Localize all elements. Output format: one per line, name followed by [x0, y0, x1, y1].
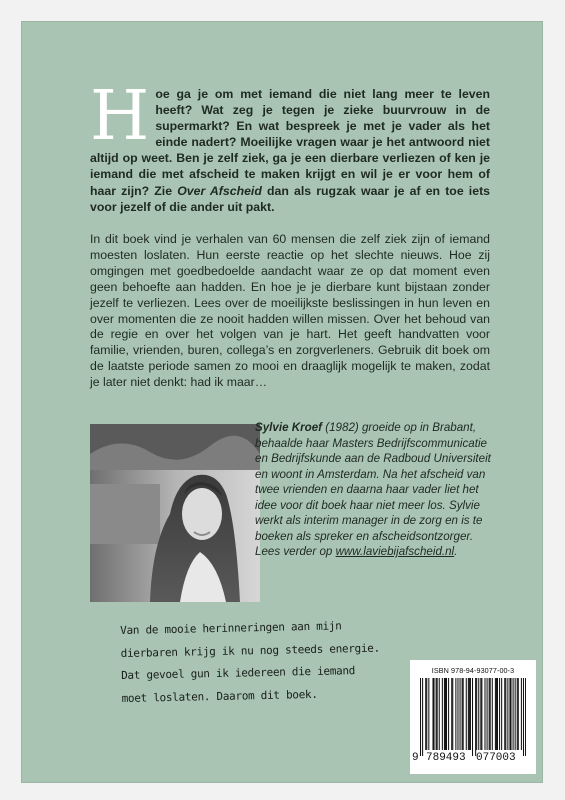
author-bio	[255, 420, 495, 560]
barcode-digit-first: 9	[412, 752, 419, 764]
intro-paragraph	[90, 77, 490, 215]
quote-line: Dat gevoel gun ik iedereen die iemand	[121, 664, 356, 682]
handwritten-quote	[120, 614, 412, 710]
website-link[interactable]: www.laviebijafscheid.nl	[335, 545, 455, 558]
quote-line: moet loslaten. Daarom dit boek.	[121, 687, 318, 705]
isbn-label: ISBN 978-94-93077-00-3	[431, 666, 515, 675]
book-title-italic: Over Afscheid	[177, 183, 262, 198]
quote-line: dierbaren krijg ik nu nog steeds energie.	[120, 641, 381, 660]
isbn-barcode	[410, 660, 536, 774]
drop-cap: H	[90, 77, 150, 156]
barcode-bars	[420, 678, 526, 756]
bio-end: .	[454, 545, 458, 558]
book-back-cover	[22, 22, 542, 782]
author-photo	[90, 424, 260, 602]
barcode-digit-right: 077003	[476, 752, 516, 764]
barcode-digit-left: 789493	[426, 752, 466, 764]
intro-text: oe ga je om met iemand die niet lang meer te leven heeft? Wat zeg je tegen je zieke buurvrouw in de supermarkt? En wat bespreek je met je vader als het einde nadert? Moeilijke vragen waar je het antwoord niet altijd op weet. Ben je zelf ziek, ga je een dierbare verliezen of ken je iemand die met afscheid te maken krijgt en wil je er voor hem of haar zijn? Zie	[90, 87, 490, 198]
author-bio-text: (1982) groeide op in Brabant, behaalde haar Masters Bedrijfscommunicatie en Bedrijfskunde aan de Radboud Universiteit en woont in Amsterdam. Na het afscheid van twee vrienden en daarna haar vader liet het idee voor dit boek haar niet meer los. Sylvie werkt als interim manager in de zorg en is te boeken als spreker en afscheidsontzorger. Lees verder op	[255, 421, 491, 558]
description-paragraph: In dit boek vind je verhalen van 60 mensen die zelf ziek zijn of iemand moesten loslaten. Hun eerste reactie op het slechte nieuws. Hoe zij omgingen met goedbedoelde aandacht waar ze op dat moment even geen behoefte aan hadden. En hoe je je dierbare kunt bijstaan zonder jezelf te verliezen. Lees over de moeilijkste beslissingen in hun leven en over momenten die ze nooit hadden willen missen. Over het behoud van de regie en over het volgen van je hart. Het geeft handvatten voor familie, vrienden, buren, collega’s en zorgverleners. Gebruik dit boek om de laatste periode samen zo mooi en draaglijk mogelijk te maken, zodat je later niet denkt: had ik maar…	[90, 232, 490, 390]
author-name: Sylvie Kroef	[255, 421, 323, 434]
quote-line: Van de mooie herinneringen aan mijn	[120, 619, 342, 637]
intro-text-end: dan als rugzak waar je af en toe iets voor jezelf of die ander uit pakt.	[90, 183, 490, 214]
